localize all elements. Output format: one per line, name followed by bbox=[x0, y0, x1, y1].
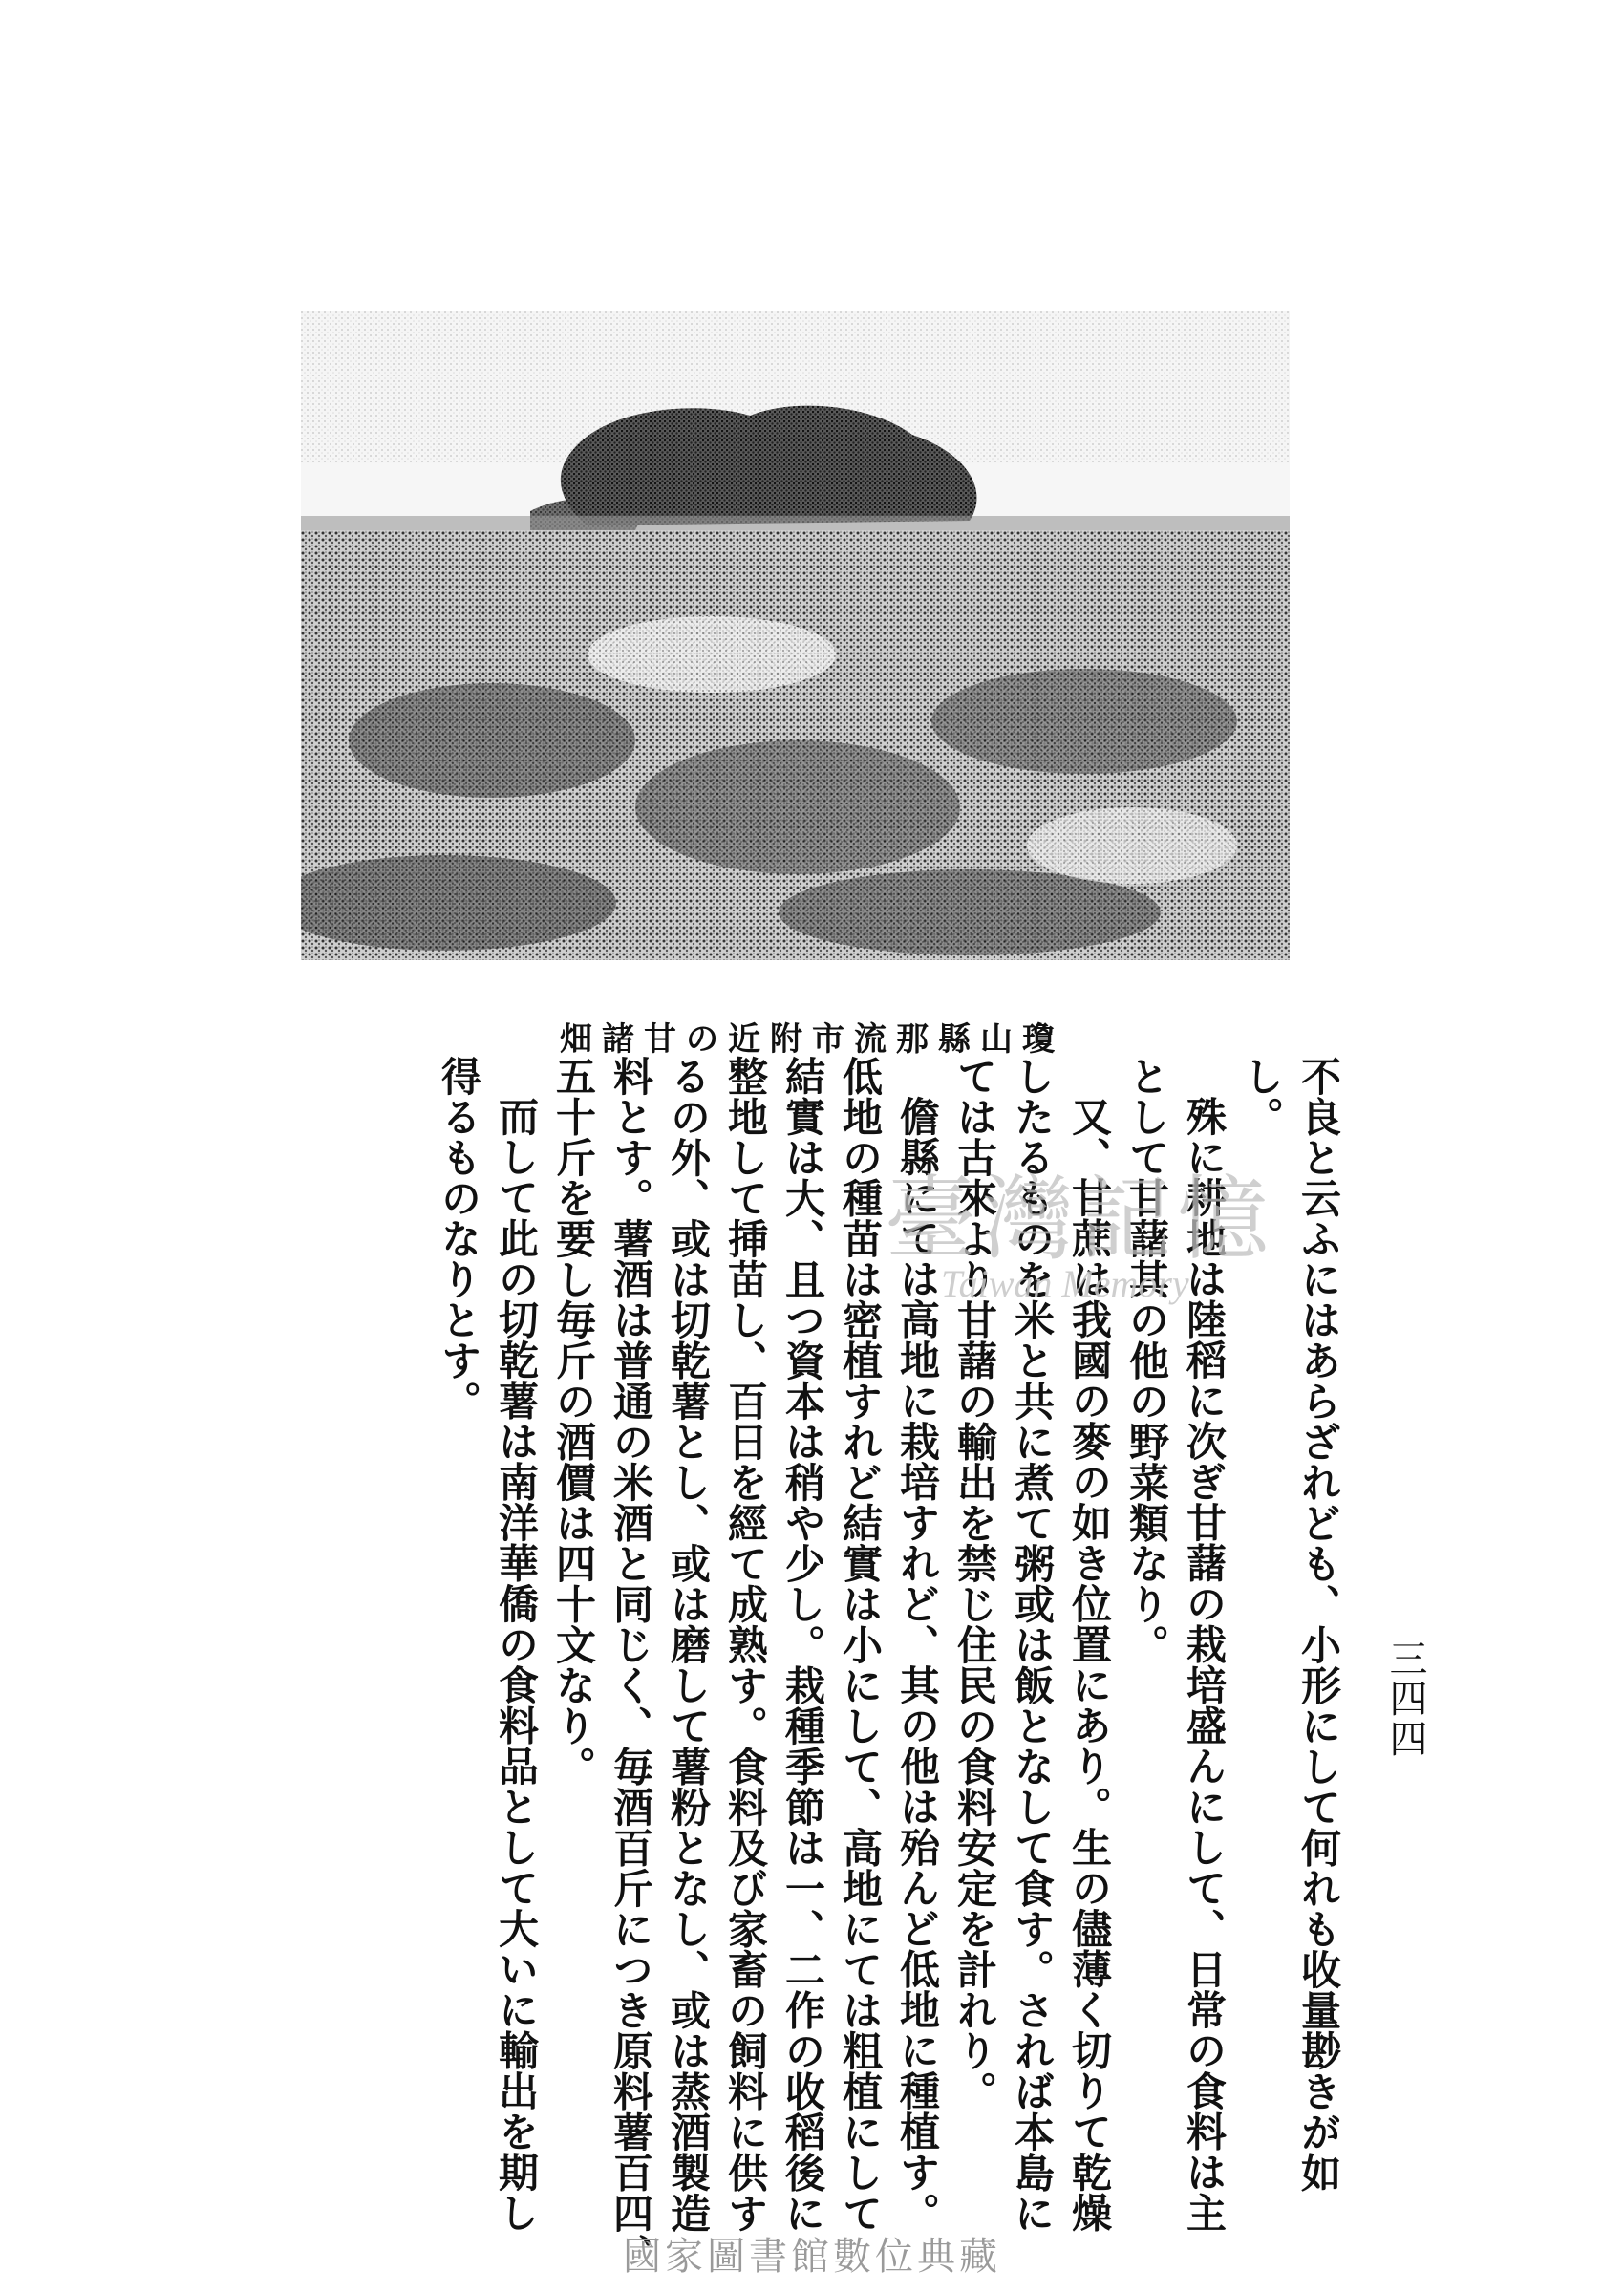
text-column: 而して此の切乾薯は南洋華僑の食料品として大いに輸出を期し bbox=[493, 1096, 540, 2233]
watermark-title: 臺灣記憶 bbox=[885, 1166, 1274, 1273]
text-column: したるものを米と共に煮て粥或は飯となして食す。されば本島に bbox=[1009, 1056, 1056, 2234]
text-column: 五十斤を要し毎斤の酒價は四十文なり。 bbox=[550, 1056, 597, 1787]
text-column: 不良と云ふにはあらざれども、小形にして何れも收量尠きが如 bbox=[1295, 1056, 1342, 2193]
photo-caption: 畑諸甘の近附市流那縣山瓊 bbox=[560, 1020, 1064, 1059]
text-column: 料とす。薯酒は普通の米酒と同じく、毎酒百斤につき原料薯百四、 bbox=[608, 1056, 654, 2274]
photo-image bbox=[301, 311, 1290, 960]
text-column: し。 bbox=[1238, 1056, 1285, 1137]
text-column: 儋縣にては高地に栽培すれど、其の他は殆んど低地に種植す。 bbox=[894, 1096, 941, 2233]
text-column: として甘藷其の他の野菜類なり。 bbox=[1123, 1056, 1170, 1665]
text-column: 低地の種苗は密植すれど結實は小にして、高地にては粗植にして bbox=[837, 1056, 884, 2234]
field-photograph bbox=[301, 311, 1290, 960]
text-column: ては古來より甘藷の輸出を禁じ住民の食料安定を計れり。 bbox=[951, 1056, 998, 2111]
text-column: るの外、或は切乾薯とし、或は磨して薯粉となし、或は蒸酒製造 bbox=[665, 1056, 712, 2234]
text-column: 結實は大、且つ資本は稍や少し。栽種季節は一、二作の收稻後に bbox=[780, 1056, 826, 2234]
text-column: 整地して挿苗し、百日を經て成熟す。食料及び家畜の飼料に供す bbox=[722, 1056, 769, 2234]
watermark-subtitle: Taiwan Memory bbox=[941, 1262, 1189, 1305]
text-column: 得るものなりとす。 bbox=[436, 1056, 482, 1422]
page-number: 三四四 bbox=[1383, 1639, 1427, 1759]
footer-credit: 國家圖書館數位典藏 bbox=[623, 2235, 1001, 2279]
text-column: 殊に耕地は陸稻に次ぎ甘藷の栽培盛んにして、日常の食料は主 bbox=[1181, 1096, 1228, 2233]
text-column: 又、甘蔗は我國の麥の如き位置にあり。生の儘薄く切りて乾燥 bbox=[1066, 1096, 1113, 2233]
